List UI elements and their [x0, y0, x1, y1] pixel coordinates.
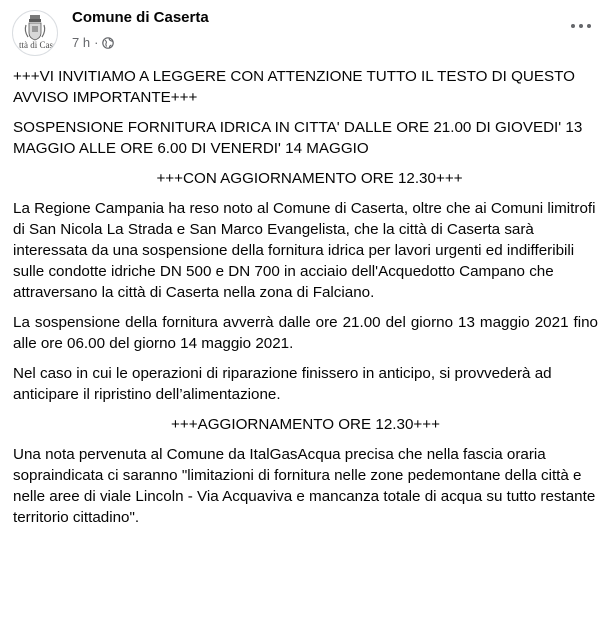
paragraph-headline: SOSPENSIONE FORNITURA IDRICA IN CITTA' DALLE ORE 21.00 DI GIOVEDI' 13 MAGGIO ALLE ORE 6.00 DI VENERDI' 14 MAGGIO [13, 119, 583, 157]
paragraph-early-restore: Nel caso in cui le operazioni di riparazione finissero in anticipo, si provvederà ad anticipare il ripristino dell’alimentazione. [13, 365, 552, 403]
paragraph-update-heading: +++CON AGGIORNAMENTO ORE 12.30+++ [156, 170, 463, 187]
paragraph-schedule: La sospensione della fornitura avverrà dalle ore 21.00 del giorno 13 maggio 2021 fino alle ore 06.00 del giorno 14 maggio 2021. [13, 314, 598, 352]
paragraph-announcement: La Regione Campania ha reso noto al Comune di Caserta, oltre che ai Comuni limitrofi di San Nicola La Strada e San Marco Evangelista, che la città di Caserta sarà interessata da una sospensione della fornitura idrica per lavori urgenti ed indifferibili sulle condotte idriche DN 500 e DN 700 in acciaio dell'Acquedotto Campano che attraversano la città di Caserta nella zona di Falciano. [13, 200, 596, 301]
paragraph-update-heading-2: +++AGGIORNAMENTO ORE 12.30+++ [171, 416, 440, 433]
separator: · [94, 35, 99, 50]
timestamp-link[interactable]: 7 h [72, 35, 91, 50]
globe-icon[interactable] [102, 37, 114, 49]
post-header [0, 0, 610, 66]
paragraph-update-note: Una nota pervenuta al Comune da ItalGasAcqua precisa che nella fascia oraria sopraindicata ci saranno "limitazioni di fornitura nelle zone pedemontane della città e nelle aree di viale Lincoln - Via Acquaviva e mancanza totale di acqua su tutto restante territorio cittadino". [13, 446, 596, 526]
post-body [13, 66, 598, 537]
more-options-icon[interactable] [566, 14, 596, 38]
page-name-link[interactable]: Comune di Caserta [72, 9, 209, 26]
post-meta [72, 35, 114, 50]
avatar-caption: ttà di Case [19, 40, 57, 50]
avatar[interactable] [12, 10, 58, 56]
paragraph-intro: +++VI INVITIAMO A LEGGERE CON ATTENZIONE TUTTO IL TESTO DI QUESTO AVVISO IMPORTANTE+++ [13, 68, 575, 106]
